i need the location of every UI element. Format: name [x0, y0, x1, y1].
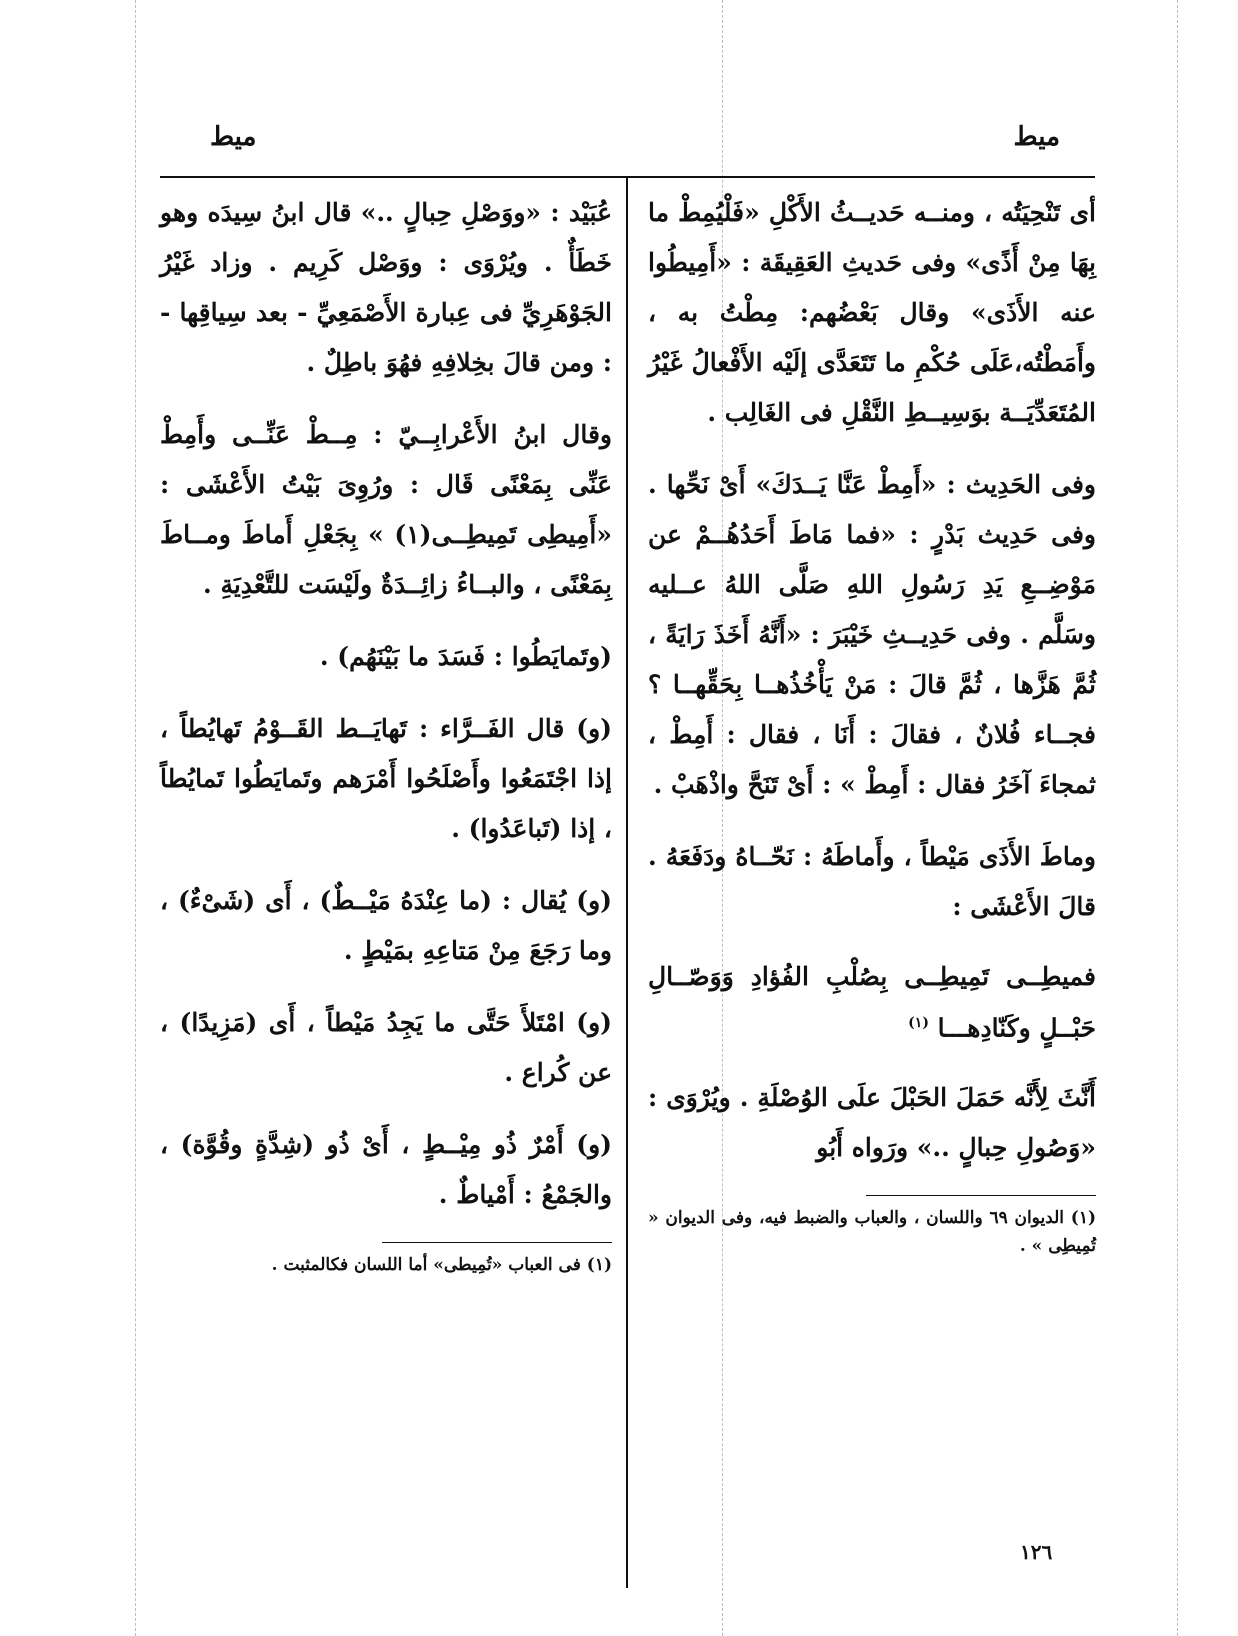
page-number: ١٢٦ [1020, 1540, 1053, 1564]
footnote: (١) الديوان ٦٩ واللسان ، والعباب والضبط فيه، وفى الديوان « تُمِيطِى » . [648, 1208, 1097, 1257]
footnote-rule [382, 1242, 612, 1243]
verse-text: فميطِــى تَمِيطِــى بِصُلْبِ الفُؤادِ وَوَصّــالِ حَبْــلٍ وكَنّادِهـــا [648, 962, 1096, 1043]
paragraph: (و) امْتَلأَ حَتَّى ما يَجِدُ مَيْطاً ، أَى (مَزِيدًا) ، عن كُراع . [160, 1008, 612, 1087]
footnote-marker: (١) [908, 1015, 929, 1031]
paragraph: (و) قال الفَــرَّاء : تَهايَــط القَــوْمُ تَهايُطاً ، إذا اجْتَمَعُوا وأَصْلَحُوا أَمْرَهم وتَمايَطُوا تَمايُطاً ، إذا (تَباعَدُوا) . [160, 714, 612, 843]
running-headword-left: ميط [210, 122, 257, 152]
guide-line [135, 0, 136, 1636]
footnotes [160, 1242, 612, 1279]
right-column [648, 188, 1096, 1260]
footnote: (١) فى العباب «تُمِيطى» أما اللسان فكالمثبت . [271, 1255, 612, 1275]
paragraph: (و) يُقال : (ما عِنْدَهُ مَيْــطٌ) ، أَى (شَىْءٌ) ، وما رَجَعَ مِنْ مَتاعِهِ بمَيْطٍ . [160, 886, 612, 965]
paragraph: وماطَ الأَذَى مَيْطاً ، وأَماطَهُ : نَحّــاهُ ودَفَعَهُ . قالَ الأَعْشَى : [648, 842, 1096, 921]
page-header [160, 110, 1095, 178]
paragraph: وفى الحَدِيث : «أَمِطْ عَنَّا يَــدَكَ» أَىْ نَحِّها . وفى حَدِيث بَدْرٍ : «فما مَاطَ أَحَدُهُــمْ عن مَوْضِــعِ يَدِ رَسُولِ اللهِ صَلَّى اللهُ عــليه وسَلَّم . وفى حَدِيــثِ خَيْبَرَ : «أَنَّهُ أَخَذَ رَايَةً ، ثُمَّ هَزَّها ، ثُمَّ قالَ : مَنْ يَأْخُذُهــا بِحَقِّهــا ؟ فجــاء فُلانٌ ، فقالَ : أَنَا ، فقال : أَمِطْ ، ثمجاءَ آخَرُ فقال : أَمِطْ » : أَىْ تَنَحَّ واذْهَبْ . [648, 470, 1096, 799]
footnote-rule [866, 1195, 1096, 1196]
left-column [160, 188, 612, 1279]
verse [648, 954, 1096, 1051]
footnotes [648, 1195, 1096, 1260]
paragraph: أَنَّثَ لِأَنَّه حَمَلَ الحَبْلَ علَى الوُصْلَةِ . ويُرْوَى : «وَصُولِ حِبالٍ ..» ورَواه أَبُو [648, 1083, 1096, 1163]
column-divider [626, 178, 628, 1588]
paragraph: أى تَنْحِيَتُه ، ومنــه حَديــثُ الأَكْلِ «فَلْيُمِطْ ما بِهَا مِنْ أَذًى» وفى حَديثِ العَقِيقَة : «أَمِيطُوا عنه الأَذَى» وقال بَعْضُهم: مِطْتُ به ، وأَمَطْتُه،عَلَى حُكْمِ ما تَتَعَدَّى إلَيْه الأَفْعالُ غَيْرُ المُتَعَدِّيَــة بوَسِيــطِ النَّقْلِ فى الغَالِب . [648, 198, 1096, 427]
paragraph: وقال ابنُ الأَعْرابِــيّ : مِــطْ عَنِّــى وأَمِطْ عَنِّى بِمَعْنًى قَال : ورُوِىَ بَيْتُ الأَعْشَى : «أَمِيطِى تَمِيطِــى(١) » بِجَعْلِ أَماطَ ومــاطَ بِمَعْنًى ، والبــاءُ زائِــدَةٌ ولَيْسَت للتَّعْدِيَةِ . [160, 420, 612, 599]
paragraph: (و) أَمْرٌ ذُو مِيْــطٍ ، أَىْ ذُو (شِدَّةٍ وقُوَّة) ، والجَمْعُ : أَمْياطٌ . [160, 1130, 612, 1209]
paragraph: (وتَمايَطُوا : فَسَدَ ما بَيْنَهُم) . [319, 642, 612, 671]
paragraph: عُبَيْد : «ووَصْلِ حِبالٍ ..» قال ابنُ سِيدَه وهو خَطَأٌ . ويُرْوَى : ووَصْل كَرِيم . وزاد غَيْرُ الجَوْهَرِيِّ فى عِبارة الأَصْمَعِيِّ - بعد سِياقِها - : ومن قالَ بخِلافِهِ فهُوَ باطِلٌ . [160, 198, 612, 377]
running-headword-right: ميط [1013, 122, 1060, 152]
guide-line [1177, 0, 1178, 1636]
